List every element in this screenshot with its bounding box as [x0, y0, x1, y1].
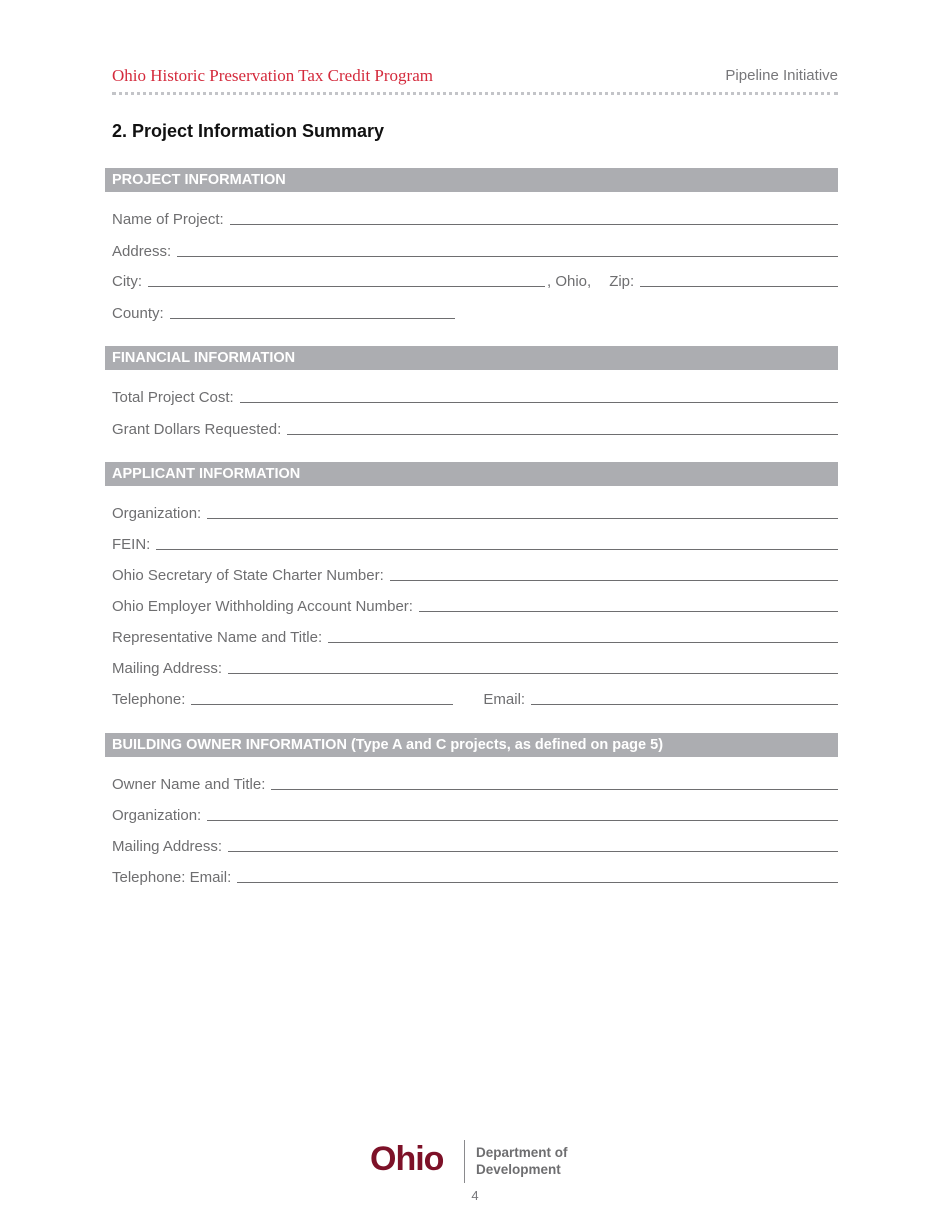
financial-info-heading: FINANCIAL INFORMATION [105, 346, 838, 370]
owner-tel-email-label: Telephone: Email: [112, 869, 232, 886]
page-number: 4 [471, 1188, 479, 1203]
representative-label: Representative Name and Title: [112, 629, 323, 646]
telephone-label: Telephone: [112, 691, 186, 708]
program-title: Ohio Historic Preservation Tax Credit Program [112, 66, 433, 85]
withholding-field[interactable] [419, 595, 838, 612]
county-row [112, 300, 838, 322]
city-row [112, 268, 838, 290]
owner-organization-field[interactable] [207, 804, 838, 821]
ohio-label: , Ohio, [547, 273, 592, 290]
owner-info-heading: BUILDING OWNER INFORMATION (Type A and C projects, as defined on page 5) [105, 733, 838, 757]
fein-label: FEIN: [112, 536, 151, 553]
owner-mailing-row [112, 833, 838, 855]
address-field[interactable] [177, 240, 838, 257]
owner-mailing-label: Mailing Address: [112, 838, 223, 855]
total-cost-label: Total Project Cost: [112, 389, 234, 406]
grant-label: Grant Dollars Requested: [112, 421, 282, 438]
charter-row [112, 562, 838, 584]
email-field[interactable] [531, 688, 838, 705]
withholding-row [112, 593, 838, 615]
zip-label: Zip: [609, 273, 635, 290]
page-header [112, 66, 838, 95]
total-cost-row [112, 384, 838, 406]
city-label: City: [112, 273, 142, 290]
county-field[interactable] [170, 302, 455, 319]
project-name-row [112, 206, 838, 228]
applicant-info-heading: APPLICANT INFORMATION [105, 462, 838, 486]
department-line-1: Department of [476, 1145, 568, 1160]
address-row [112, 238, 838, 260]
telephone-field[interactable] [191, 688, 453, 705]
owner-tel-email-field[interactable] [237, 866, 838, 883]
owner-tel-email-row [112, 864, 838, 886]
ohio-logo-word: Ohio [370, 1140, 444, 1178]
telephone-email-row [112, 686, 838, 708]
representative-field[interactable] [328, 626, 838, 643]
applicant-mailing-row [112, 655, 838, 677]
project-name-field[interactable] [230, 208, 838, 225]
charter-label: Ohio Secretary of State Charter Number: [112, 567, 384, 584]
zip-field[interactable] [640, 270, 838, 287]
organization-row [112, 500, 838, 522]
initiative-label: Pipeline Initiative [725, 67, 838, 84]
withholding-label: Ohio Employer Withholding Account Number: [112, 598, 413, 615]
project-name-label: Name of Project: [112, 211, 224, 228]
grant-field[interactable] [287, 418, 838, 435]
email-label: Email: [483, 691, 526, 708]
owner-name-field[interactable] [271, 773, 838, 790]
representative-row [112, 624, 838, 646]
organization-label: Organization: [112, 505, 202, 522]
owner-organization-row [112, 802, 838, 824]
section-title: 2. Project Information Summary [112, 121, 385, 141]
address-label: Address: [112, 243, 172, 260]
charter-field[interactable] [390, 564, 838, 581]
county-label: County: [112, 305, 164, 322]
applicant-mailing-field[interactable] [228, 657, 838, 674]
city-field[interactable] [148, 270, 545, 287]
total-cost-field[interactable] [240, 386, 838, 403]
organization-field[interactable] [207, 502, 838, 519]
logo-divider [464, 1140, 465, 1183]
grant-row [112, 416, 838, 438]
owner-mailing-field[interactable] [228, 835, 838, 852]
department-line-2: Development [476, 1162, 561, 1177]
owner-name-label: Owner Name and Title: [112, 776, 266, 793]
owner-organization-label: Organization: [112, 807, 202, 824]
fein-row [112, 531, 838, 553]
applicant-mailing-label: Mailing Address: [112, 660, 223, 677]
owner-name-row [112, 771, 838, 793]
project-info-heading: PROJECT INFORMATION [105, 168, 838, 192]
department-name [476, 1144, 596, 1178]
ohio-development-logo [370, 1140, 590, 1184]
fein-field[interactable] [156, 533, 838, 550]
